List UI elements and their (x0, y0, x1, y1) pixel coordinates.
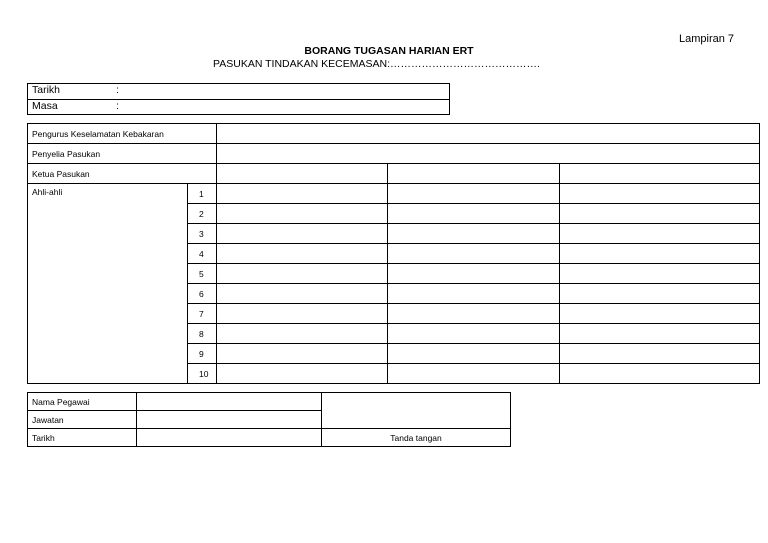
signature-label: Tanda tangan (322, 429, 511, 447)
appendix-label: Lampiran 7 (679, 33, 735, 45)
table-row (28, 144, 760, 164)
member-number: 3 (188, 224, 217, 244)
form-subtitle: PASUKAN TINDAKAN KECEMASAN:……………………………………. (213, 58, 540, 70)
member-number: 6 (188, 284, 217, 304)
fire-safety-manager-label: Pengurus Keselamatan Kebakaran (28, 124, 217, 144)
member-field[interactable] (388, 184, 560, 204)
team-supervisor-field[interactable] (217, 144, 760, 164)
member-field[interactable] (560, 344, 760, 364)
member-field[interactable] (388, 344, 560, 364)
team-leader-field[interactable] (560, 164, 760, 184)
signature-box[interactable] (322, 393, 511, 429)
date-colon: : (116, 84, 119, 96)
table-row (28, 164, 760, 184)
member-field[interactable] (560, 204, 760, 224)
table-row (28, 429, 511, 447)
member-number: 7 (188, 304, 217, 324)
signoff-date-label: Tarikh (28, 429, 137, 447)
member-field[interactable] (217, 224, 388, 244)
fire-safety-manager-field[interactable] (217, 124, 760, 144)
team-leader-field[interactable] (388, 164, 560, 184)
member-field[interactable] (217, 184, 388, 204)
member-field[interactable] (217, 324, 388, 344)
team-leader-label: Ketua Pasukan (28, 164, 217, 184)
member-number: 4 (188, 244, 217, 264)
officer-name-label: Nama Pegawai (28, 393, 137, 411)
member-field[interactable] (217, 304, 388, 324)
member-field[interactable] (388, 304, 560, 324)
member-number: 1 (188, 184, 217, 204)
date-time-divider (27, 99, 450, 100)
team-leader-field[interactable] (217, 164, 388, 184)
team-supervisor-label: Penyelia Pasukan (28, 144, 217, 164)
position-field[interactable] (137, 411, 322, 429)
signoff-table (27, 392, 511, 447)
member-field[interactable] (388, 264, 560, 284)
member-field[interactable] (217, 264, 388, 284)
table-row (28, 184, 760, 204)
member-field[interactable] (217, 284, 388, 304)
member-field[interactable] (560, 224, 760, 244)
member-field[interactable] (217, 364, 388, 384)
table-row (28, 393, 511, 411)
member-field[interactable] (388, 224, 560, 244)
member-field[interactable] (560, 244, 760, 264)
officer-name-field[interactable] (137, 393, 322, 411)
roster-table (27, 123, 760, 384)
form-title: BORANG TUGASAN HARIAN ERT (304, 45, 474, 57)
member-field[interactable] (217, 244, 388, 264)
member-field[interactable] (560, 184, 760, 204)
member-field[interactable] (560, 324, 760, 344)
member-field[interactable] (388, 364, 560, 384)
member-field[interactable] (560, 264, 760, 284)
member-number: 10 (188, 364, 217, 384)
member-field[interactable] (388, 244, 560, 264)
member-field[interactable] (388, 204, 560, 224)
table-row (28, 124, 760, 144)
member-field[interactable] (560, 284, 760, 304)
signoff-date-field[interactable] (137, 429, 322, 447)
member-field[interactable] (388, 324, 560, 344)
member-field[interactable] (560, 364, 760, 384)
time-colon: : (116, 100, 119, 112)
position-label: Jawatan (28, 411, 137, 429)
time-label: Masa (32, 100, 58, 112)
members-label: Ahli-ahli (28, 184, 188, 384)
date-label: Tarikh (32, 84, 61, 96)
member-number: 2 (188, 204, 217, 224)
member-field[interactable] (217, 344, 388, 364)
member-number: 8 (188, 324, 217, 344)
member-field[interactable] (560, 304, 760, 324)
member-number: 5 (188, 264, 217, 284)
member-field[interactable] (388, 284, 560, 304)
member-number: 9 (188, 344, 217, 364)
member-field[interactable] (217, 204, 388, 224)
